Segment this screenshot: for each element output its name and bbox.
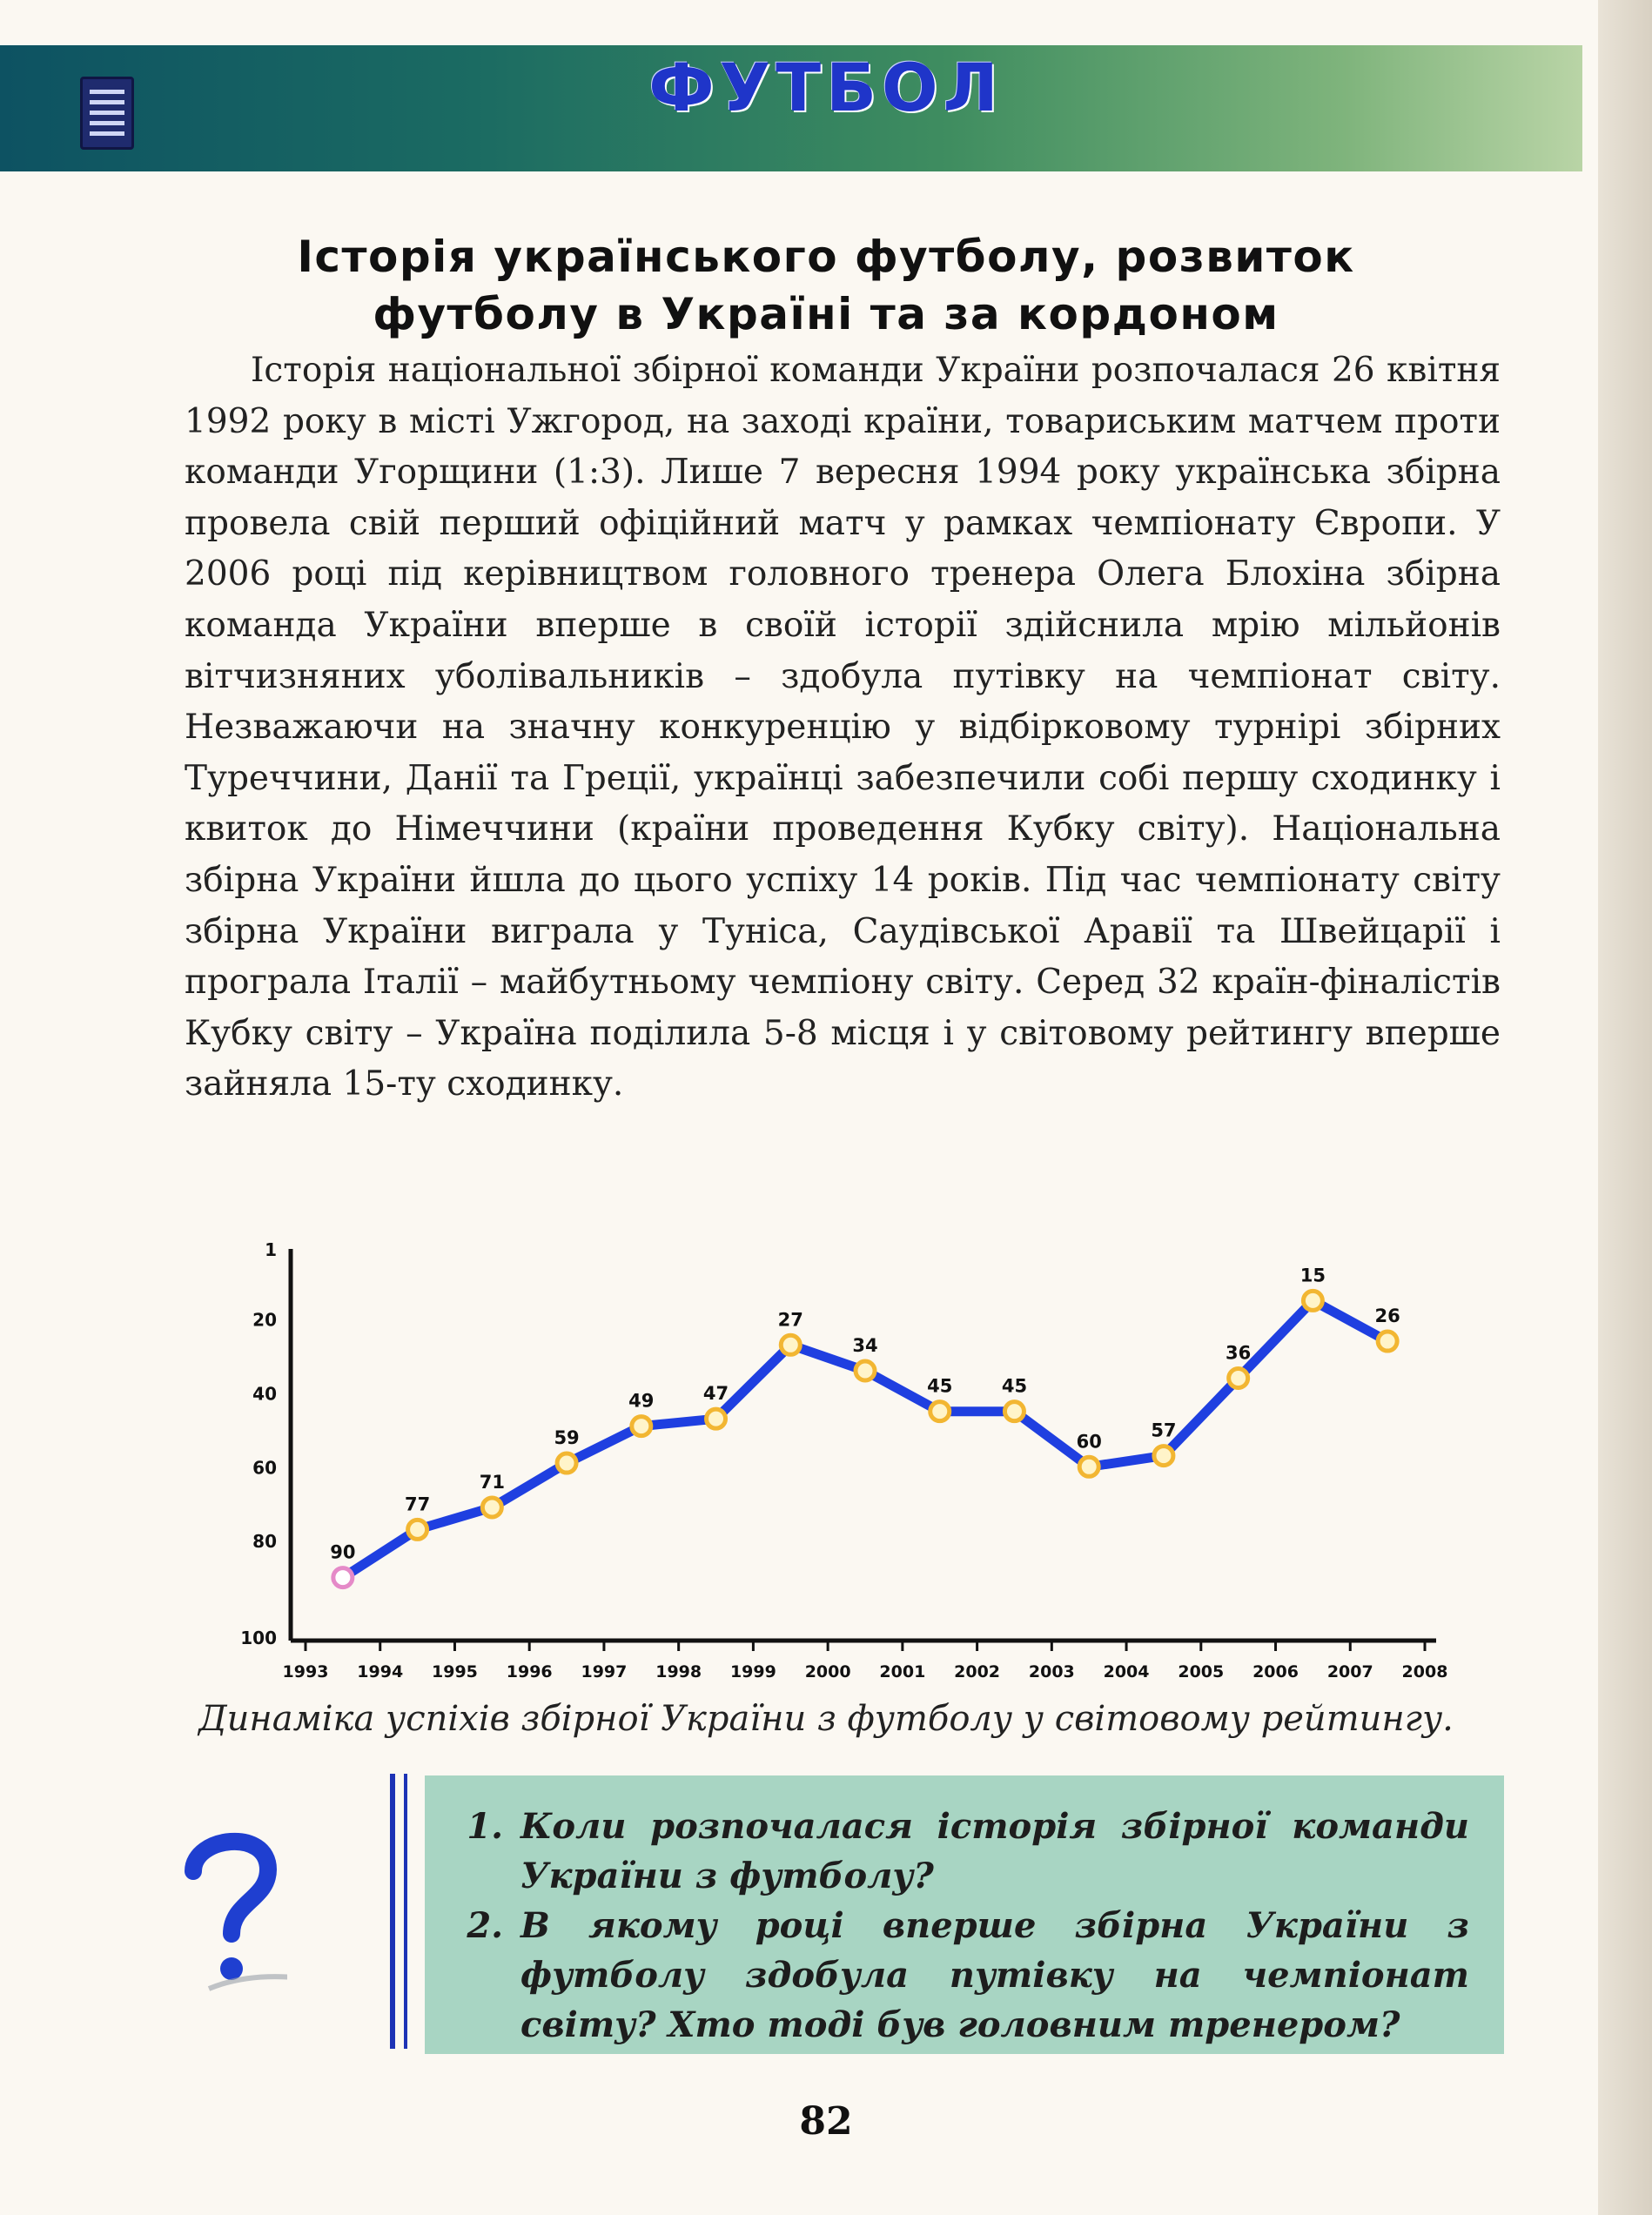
question-mark-icon (174, 1819, 287, 1993)
data-point (1154, 1446, 1173, 1466)
data-point (408, 1520, 427, 1539)
section-title: ФУТБОЛ (648, 49, 1004, 126)
data-point (1079, 1457, 1098, 1476)
data-label: 26 (1374, 1306, 1400, 1327)
chart-caption: Динаміка успіхів збірної України з футболу у світовому рейтингу. (198, 1699, 1454, 1739)
y-tick-label: 20 (252, 1309, 277, 1331)
data-point (1378, 1332, 1397, 1351)
data-label: 47 (702, 1383, 729, 1405)
y-tick-label: 100 (240, 1628, 277, 1648)
y-tick-label: 60 (252, 1457, 277, 1479)
x-tick-label: 2004 (1103, 1662, 1150, 1681)
data-point (781, 1335, 800, 1354)
y-tick-label: 1 (265, 1239, 277, 1260)
data-point (930, 1402, 950, 1421)
x-tick-label: 2007 (1326, 1662, 1373, 1681)
x-tick-label: 2003 (1028, 1662, 1075, 1681)
question-item: 1. Коли розпочалася історія збірної команди України з футболу? (515, 1802, 1469, 1901)
data-label: 59 (554, 1427, 580, 1449)
data-point (1004, 1402, 1024, 1421)
heading-line-1: Історія українського футболу, розвиток (297, 232, 1355, 282)
data-point (856, 1361, 875, 1380)
question-divider (390, 1774, 395, 2049)
data-label: 90 (330, 1541, 356, 1563)
x-tick-label: 2008 (1401, 1662, 1448, 1681)
x-tick-label: 2002 (954, 1662, 1001, 1681)
page-edge (1598, 0, 1652, 2215)
x-tick-label: 1994 (357, 1662, 404, 1681)
data-label: 71 (479, 1471, 505, 1493)
x-tick-label: 2001 (879, 1662, 926, 1681)
x-tick-label: 2005 (1178, 1662, 1225, 1681)
x-tick-label: 1996 (506, 1662, 553, 1681)
data-point (1303, 1291, 1322, 1310)
heading-line-2: футболу в Україні та за кордоном (373, 289, 1279, 339)
data-point (707, 1409, 726, 1428)
data-label: 49 (628, 1390, 655, 1412)
x-tick-label: 1998 (655, 1662, 702, 1681)
ranking-chart (218, 1232, 1462, 1702)
data-label: 77 (404, 1493, 431, 1515)
x-tick-label: 1993 (282, 1662, 329, 1681)
data-label: 15 (1299, 1265, 1326, 1286)
y-tick-label: 40 (252, 1383, 277, 1405)
data-label: 45 (927, 1375, 953, 1397)
question-divider-2 (404, 1774, 407, 2049)
page-number: 82 (799, 2099, 853, 2144)
y-tick-label: 80 (252, 1531, 277, 1553)
x-tick-label: 1997 (581, 1662, 628, 1681)
data-point (1229, 1368, 1248, 1387)
x-tick-label: 2000 (804, 1662, 851, 1681)
data-label: 57 (1151, 1420, 1177, 1441)
data-point (632, 1417, 651, 1436)
data-point (482, 1498, 501, 1517)
data-label: 27 (777, 1309, 803, 1331)
data-point (557, 1453, 576, 1473)
data-label: 60 (1076, 1431, 1102, 1453)
question-item: 2. В якому році вперше збірна України з футболу здобула путівку на чемпіонат світу? Хто тоді був головним тренером? (515, 1901, 1469, 2050)
questions-box (425, 1775, 1504, 2054)
x-tick-label: 1999 (729, 1662, 776, 1681)
page-heading (174, 228, 1478, 343)
body-paragraph: Історія національної збірної команди України розпочалася 26 квітня 1992 року в місті Ужгород, на заході країни, товариським матчем проти команди Угорщини (1:3). Лише 7 вересня 1994 року українська збірна провела свій перший офіційний матч у рамках чемпіонату Європи. У 2006 році під керівництвом головного тренера Олега Блохіна збірна команда України вперше в своїй історії здійснила мрію мільйонів вітчизняних уболівальників – здобула путівку на чемпіонат світу. Незважаючи на значну конкуренцію у відбірковому турнірі збірних Туреччини, Данії та Греції, українці забезпечили собі першу сходинку і квиток до Німеччини (країни проведення Кубку світу). Національна збірна України йшла до цього успіху 14 років. Під час чемпіонату світу збірна України виграла у Туніса, Саудівської Аравії та Швейцарії і програла Італії – майбутньому чемпіону світу. Серед 32 країн-фіналістів Кубку світу – Україна поділила 5-8 місця і у світовому рейтингу вперше зайняла 15-ту сходинку. (185, 351, 1501, 1104)
data-label: 34 (852, 1335, 878, 1356)
x-tick-label: 2006 (1252, 1662, 1299, 1681)
data-label: 45 (1001, 1375, 1028, 1397)
body-text (185, 346, 1501, 1111)
x-tick-label: 1995 (432, 1662, 478, 1681)
data-point (333, 1568, 353, 1587)
data-label: 36 (1226, 1342, 1252, 1364)
